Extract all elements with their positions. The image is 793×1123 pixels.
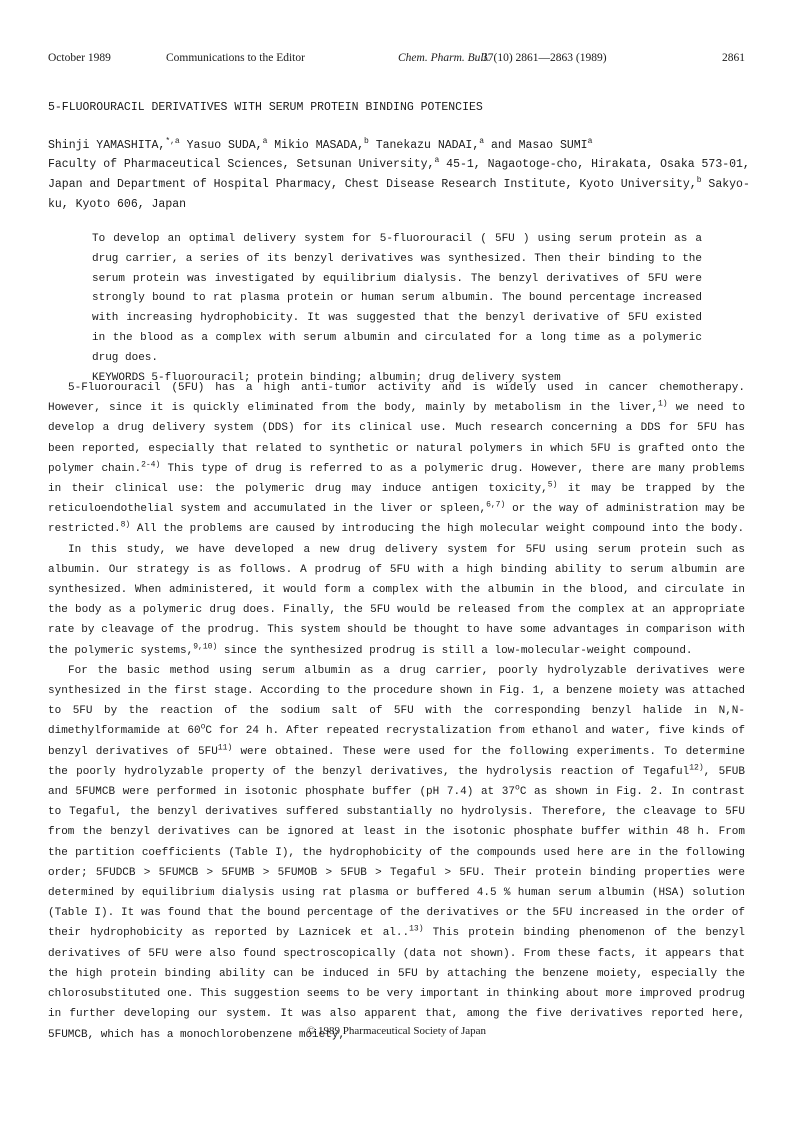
text-run: This protein binding phenomenon of the benzyl derivatives of 5FU were also found spectroscopically (data not shown). From these facts, it appears that the high protein binding ability can be induced in 5FU by attaching the benzene moiety, especially the chlorosubstituted one. This suggestion seems to be very important in thinking about more improved prodrug in further developing our system. It was also apparent that, among the five derivatives reported here, 5FUMCB, which has a monochlorobenzene moiety, [48,927,745,1041]
text-run: C as shown in Fig. 2. In contrast to Tegaful, the benzyl derivatives suffered substantially no hydrolysis. Therefore, the cleavage to 5FU from the benzyl derivatives can be ignored at least in the isotonic phosphate buffer within 48 h. From the partition coefficients (Table I), the hydrophobicity of the compounds used here are in the following order; 5FUDCB > 5FUMCB > 5FUMB > 5FUMOB > 5FUB > Tegaful > 5FU. Their protein binding properties were determined by equilibrium dialysis using rat plasma or buffered 4.5 % human serum albumin (HSA) solution (Table I). It was found that the bound percentage of the derivatives or the 5FU increased in the order of their hydrophobicity as reported by Laznicek et al.. [48,786,745,940]
author-affiliation-mark: a [479,137,485,147]
citation-ref: 8) [120,520,131,530]
text-run: we need to develop a drug delivery system (DDS) for its clinical use. Much research concerning a DDS for 5FU has been reported, especially that related to synthetic or natural polymers in which 5FU is grafted onto the polymer chain. [48,402,745,475]
section-name: Communications to the Editor [166,52,305,64]
citation-ref: 9,10) [193,641,218,651]
author-affiliation-mark: *,a [165,137,180,147]
author-name: Shinji YAMASHITA, [48,139,166,152]
citation-ref: 5) [547,480,558,490]
affiliation-text: Faculty of Pharmaceutical Sciences, Setsunan University, [48,158,435,171]
text-run: C for 24 h. After repeated recrystalization from ethanol and water, five kinds of benzyl derivatives of 5FU [48,725,746,758]
text-run: , 5FUB and 5FUMCB were performed in isotonic phosphate buffer (pH 7.4) at 37 [48,765,745,799]
citation-ref: 6,7) [486,500,506,510]
citation-ref: 2-4) [141,460,161,470]
keywords: KEYWORDS 5-fluorouracil; protein binding; albumin; drug delivery system [92,371,561,384]
journal-name: Chem. Pharm. Bull. [398,52,490,64]
paragraph-3 [48,661,745,1045]
citation-ref: 11) [217,743,233,752]
author-name: Mikio MASADA, [274,139,364,152]
paragraph-2 [48,540,745,661]
issue-date: October 1989 [48,52,111,64]
text-run: it may be trapped by the reticuloendothelial system and accumulated in the liver or spleen, [48,483,746,516]
affiliation-text: Sakyo-ku, Kyoto 606, Japan [48,178,750,211]
affiliation-text: 45-1, Nagaotoge-cho, Hirakata, Osaka 573-01, Japan and Department of Hospital Pharmacy, Chest Disease Research Institute, Kyoto University, [48,158,750,191]
volume-info: 37(10) 2861—2863 (1989) [482,52,607,64]
author-affiliation-mark: a [587,137,593,147]
citation-ref: 12) [689,763,704,773]
text-run: or the way of administration may be restricted. [48,503,745,536]
citation-ref: 1) [657,399,668,409]
copyright-footer: © 1989 Pharmaceutical Society of Japan [306,1025,487,1037]
degree-mark: o [515,783,520,793]
page-number: 2861 [722,52,745,64]
author-affiliation-mark: b [364,137,369,147]
citation-ref: 13) [409,924,424,934]
author-affiliation-mark: a [262,137,268,147]
author-name: Tanekazu NADAI, [375,139,480,152]
text-run: All the problems are caused by introducing the high molecular weight compound into the body. [130,523,745,536]
affiliations [48,155,751,215]
author-name: and Masao SUMI [490,139,588,152]
abstract [92,230,702,388]
author-name: Yasuo SUDA, [186,139,263,152]
text-run: In this study, we have developed a new drug delivery system for 5FU using serum protein such as albumin. Our strategy is as follows. A prodrug of 5FU with a high binding ability to serum albumin are synthesized. When administered, it would form a complex with the albumin in the blood, and circulate in the body as a polymeric drug does. Finally, the 5FU would be released from the complex at an appropriate rate by cleavage of the prodrug. This system should be thought to have some advantages in comparison with the polymeric systems, [48,543,745,657]
paper-title: 5-FLUOROURACIL DERIVATIVES WITH SERUM PROTEIN BINDING POTENCIES [48,101,483,114]
affiliation-mark: a [434,156,440,166]
running-header [48,52,745,68]
text-run: were obtained. These were used for the following experiments. To determine the poorly hydrolyzable property of the benzyl derivatives, the hydrolysis reaction of Tegaful [48,745,745,778]
degree-mark: o [200,722,206,732]
text-run: This type of drug is referred to as a polymeric drug. However, there are many problems in their clinical use: the polymeric drug may induce antigen toxicity, [48,462,746,496]
text-run: For the basic method using serum albumin as a drug carrier, poorly hydrolyzable derivatives were synthesized in the first stage. According to the procedure shown in Fig. 1, a benzene moiety was attached to 5FU by the reaction of the sodium salt of 5FU with the corresponding benzyl halide in N,N-dimethylformamide at 60 [48,664,745,738]
abstract-text: To develop an optimal delivery system for 5-fluorouracil ( 5FU ) using serum protein as a drug carrier, a series of its benzyl derivatives was synthesized. Then their binding to the serum protein was investigated by equilibrium dialysis. The benzyl derivatives of 5FU were strongly bound to rat plasma protein or human serum albumin. The bound percentage increased with increasing hydrophobicity. It was suggested that the benzyl derivative of 5FU existed in the blood as a complex with serum albumin and circulated for a long time as a polymeric drug does. [92,233,702,364]
paragraph-1 [48,378,745,540]
text-run: since the synthesized prodrug is still a low-molecular-weight compound. [217,644,693,657]
affiliation-mark: b [696,176,702,186]
author-list [48,139,592,152]
main-text [48,378,745,1045]
text-run: 5-Fluorouracil (5FU) has a high anti-tumor activity and is widely used in cancer chemotherapy. However, since it is quickly eliminated from the body, mainly by metabolism in the liver, [48,382,745,415]
